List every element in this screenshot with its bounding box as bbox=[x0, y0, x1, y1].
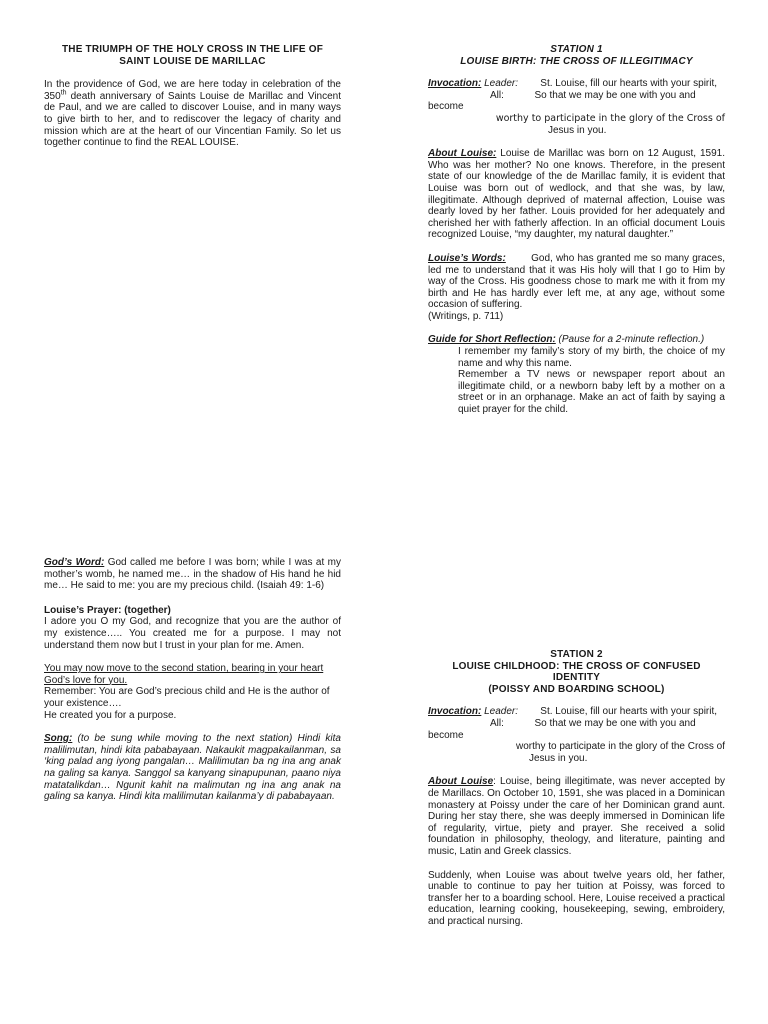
remember-line-2: He created you for a purpose. bbox=[44, 709, 177, 721]
move-instruction: You may now move to the second station, bearing in your heart God’s love for you. bbox=[44, 663, 324, 686]
station1-title: STATION 1 LOUISE BIRTH: THE CROSS OF ILLEGITIMACY bbox=[460, 44, 693, 67]
station1-guide: Guide for Short Reflection: (Pause for a 2-minute reflection.) bbox=[428, 334, 705, 346]
station1-about: About Louise: Louise de Marillac was born on 12 August, 1591. Who was her mother? No one knows. Therefore, in the present state of our knowledge of the de Marillac family, it is evident that Louise was born out of wedlock, and that she was, by law, illegitimate. Although deprived of maternal affection, Louise was dearly loved by her father. Louis provided for her adequately and cherished her with fatherly affection. In an official document Louis recognized Louise, “my daughter, my natural daughter.” bbox=[428, 148, 725, 241]
prayer-heading: Louise’s Prayer: (together) bbox=[44, 604, 171, 616]
station1-reflections: I remember my family’s story of my birth, the choice of my name and why this name. Remember a TV news or newspaper report about an illegitimate child, or a newborn baby left by a mother on a street or in an orphanage. Make an act of faith by saying a quiet prayer for the child. bbox=[458, 346, 725, 416]
remember-line-1: Remember: You are God’s precious child and He is the author of your existence…. bbox=[44, 686, 330, 709]
document-title bbox=[44, 44, 341, 67]
intro-section bbox=[44, 44, 341, 149]
station-2 bbox=[428, 649, 725, 927]
title-line-2: SAINT LOUISE DE MARILLAC bbox=[119, 55, 266, 67]
station1-invocation: Invocation: Leader: St. Louise, fill our hearts with your spirit, All: So that we may be one with you and become worthy to participate in the glory of the Cross of Jesus in you. bbox=[428, 78, 725, 136]
station2-title: STATION 2 LOUISE CHILDHOOD: THE CROSS OF CONFUSED IDENTITY (POISSY AND BOARDING SCHOOL) bbox=[452, 649, 701, 695]
station2-invocation: Invocation: Leader: St. Louise, fill our hearts with your spirit, All: So that we may be one with you and become worthy to participate in the glory of the Cross of Jesus in you. bbox=[428, 706, 725, 764]
prayer-text: I adore you O my God, and recognize that you are the author of my existence….. You created me for a purpose. I may not understand them now but I trust in your plan for me. Amen. bbox=[44, 616, 341, 651]
station-1 bbox=[428, 44, 728, 416]
intro-paragraph: In the providence of God, we are here today in celebration of the 350th death anniversary of Saints Louise de Marillac and Vincent de Paul, and we are called to discover Louise, and in many ways to give birth to her, and to rediscover the legacy of charity and mission which are at the heart of our Vincentian Family. So let us together continue to find the REAL LOUISE. bbox=[44, 79, 341, 149]
station1-continued bbox=[44, 557, 341, 803]
station2-suddenly: Suddenly, when Louise was about twelve years old, her father, unable to continue to pay her tuition at Poissy, was forced to transfer her to a boarding school. Here, Louise received a practical education, learning cooking, housekeeping, sewing, embroidery, and practical nursing. bbox=[428, 869, 725, 927]
station2-about: About Louise: Louise, being illegitimate, was never accepted by de Marillacs. On October 10, 1591, she was placed in a Dominican monastery at Poissy under the care of her Dominican grand aunt. During her stay there, she was deeply immersed in Dominican life of regularity, virtue, piety and prayer. She received a solid foundation in philosophy, theology, and literature, painting and music, Latin and Greek classics. bbox=[428, 776, 726, 857]
station1-words-ref: (Writings, p. 711) bbox=[428, 310, 504, 322]
station1-words: Louise’s Words: God, who has granted me so many graces, led me to understand that it was His holy will that I go to Him by way of the Cross. His goodness chose to mark me with it from my birth and He has hardly ever left me, at any age, without some occasion of suffering. bbox=[428, 252, 728, 311]
gods-word: God’s Word: God called me before I was born; while I was at my mother’s womb, he named me… in the shadow of His hand he hid me… He said to me: you are my precious child. (Isaiah 49: 1-6) bbox=[44, 557, 341, 592]
title-line-1: THE TRIUMPH OF THE HOLY CROSS IN THE LIFE OF bbox=[61, 44, 324, 55]
song: Song: (to be sung while moving to the next station) Hindi kita malilimutan, hindi kita pababayaan. Nakaukit magpakailanman, sa ‘king palad ang iyong pangalan… Malilimutan ba ng ina ang anak na galing sa kanya. Sanggol sa kanyang sinapupunan, paano niya matatalikdan… Ngunit kahit na malimutan ng ina ang anak na galing sa kanya. Hindi kita malilimutan kailanma’y di pababayaan. bbox=[44, 733, 341, 803]
